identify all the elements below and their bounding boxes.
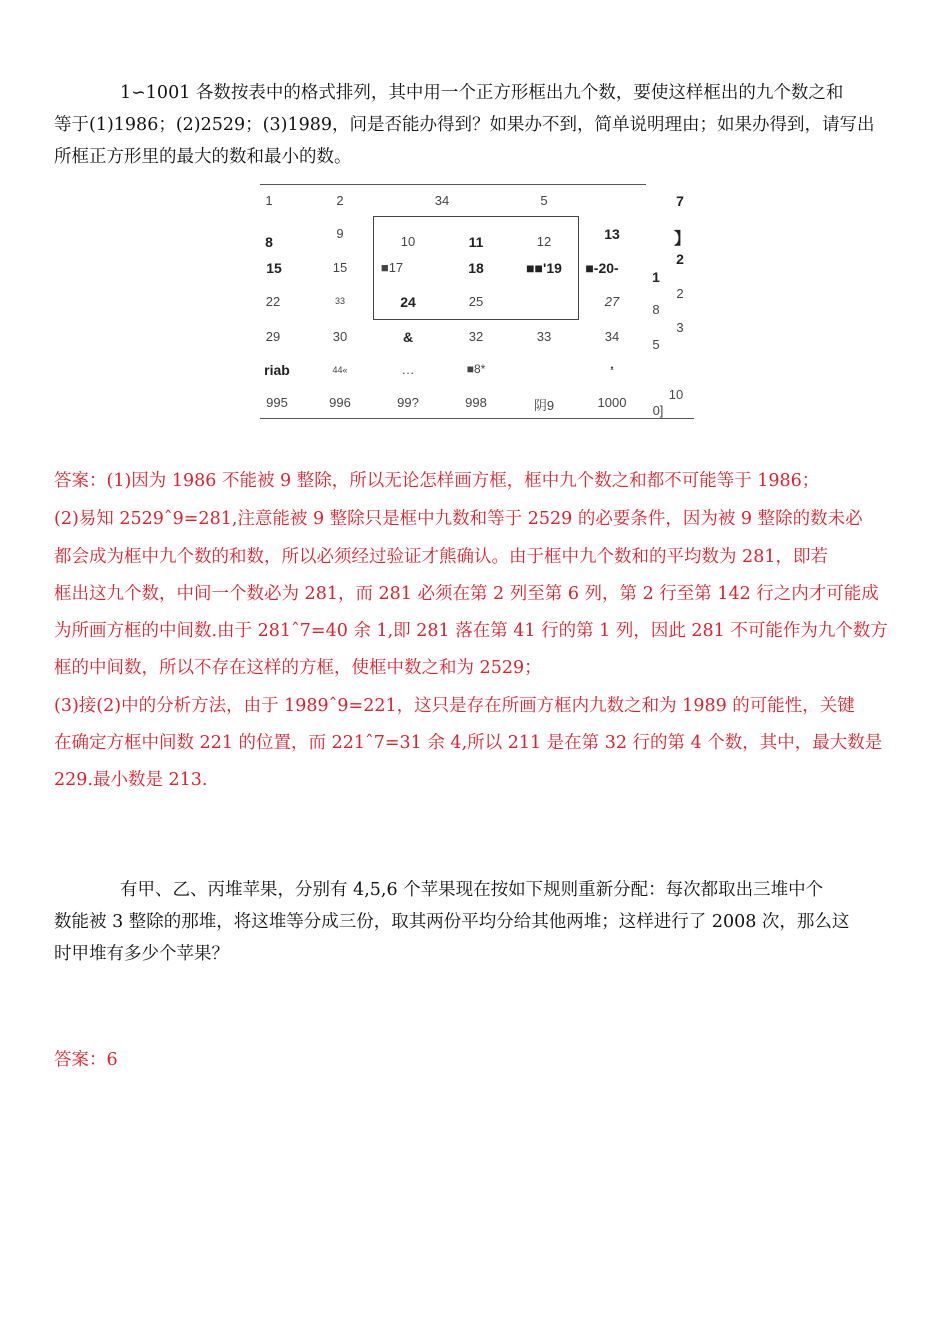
table-cell: 18 [468,260,484,276]
table-cell: 24 [400,294,416,310]
table-cell: ■17 [380,260,404,275]
table-cell: 998 [465,395,487,410]
table-cell: 15 [266,260,282,276]
table-cell: 15 [332,260,348,275]
table-cell: ■-20- [585,260,619,276]
table-cell: 30 [332,329,348,344]
table-cell: 13 [604,226,620,242]
problem-1-line-1: 1∽1001 各数按表中的格式排列，其中用一个正方形框出九个数，要使这样框出的九个数之和 [120,83,844,103]
table-top-rule [260,184,646,185]
answer-1-line: 框出这九个数，中间一个数必为 281，而 281 必须在第 2 列至第 6 列，第 2 行至第 142 行之内才可能成 [54,584,879,604]
table-cell: 996 [329,395,351,410]
table-cell: … [401,362,415,377]
answer-1-line: 答案：(1)因为 1986 不能被 9 整除，所以无论怎样画方框，框中九个数之和都不可能等于 1986； [54,471,820,491]
table-cell: riab [264,362,290,378]
problem-2-line-1: 有甲、乙、丙堆苹果，分别有 4,5,6 个苹果现在按如下规则重新分配：每次都取出三堆中个 [120,880,824,900]
table-cell: 22 [265,294,281,309]
table-cell: 32 [468,329,484,344]
table-cell: 99? [397,395,419,410]
table-cell: 29 [265,329,281,344]
table-cell: 5 [540,193,548,208]
answer-2: 答案：6 [54,1050,118,1070]
answer-1-line: 在确定方框中间数 221 的位置，而 221ˆ7=31 余 4,所以 211 是在第 32 行的第 4 个数，其中，最大数是 [54,733,883,753]
table-cell: 12 [536,234,552,249]
table-cell: 阴9 [533,398,555,413]
table-cell: & [402,329,414,345]
answer-1-line: (3)接(2)中的分析方法，由于 1989ˆ9=221，这只是存在所画方框内九数之和为 1989 的可能性，关键 [54,696,855,716]
table-cell: 1 [265,193,273,208]
table-cell: 25 [468,294,484,309]
table-bottom-rule [260,418,694,419]
table-cell: 5 [652,337,660,352]
table-cell: 2 [336,193,344,208]
table-cell: 44« [332,365,348,375]
answer-1-line: 为所画方框的中间数.由于 281ˆ7=40 余 1,即 281 落在第 41 行的第 1 列，因此 281 不可能作为九个数方 [54,621,888,641]
table-cell: 11 [468,234,484,250]
table-cell: 7 [676,193,684,209]
table-cell: 8 [265,234,273,250]
table-cell: 1 [652,269,660,285]
answer-1-line: (2)易知 2529ˆ9=281,注意能被 9 整除只是框中九数和等于 2529 的必要条件，因为被 9 整除的数未必 [54,509,863,529]
answer-1-line: 229.最小数是 213. [54,770,208,790]
table-cell: 2 [676,286,684,301]
problem-1-line-3: 所框正方形里的最大的数和最小的数。 [54,147,352,167]
table-cell: 9 [336,226,344,241]
table-cell: 10 [400,234,416,249]
number-table [255,182,700,422]
problem-2-line-2: 数能被 3 整除的那堆，将这堆等分成三份，取其两份平均分给其他两堆；这样进行了 2008 次，那么这 [54,912,850,932]
table-cell: 8 [652,302,660,317]
table-cell: 34 [604,329,620,344]
problem-1-line-2: 等于(1)1986；(2)2529；(3)1989，问是否能办得到？如果办不到，简单说明理由；如果办得到，请写出 [54,115,875,135]
table-cell: 27 [604,294,620,309]
problem-2-line-3: 时甲堆有多少个苹果？ [54,944,229,964]
table-cell: ■■'19 [526,260,562,276]
table-cell: 33 [334,296,346,306]
answer-1-line: 都会成为框中九个数的和数，所以必须经过验证才熊确认。由于框中九个数和的平均数为 281，即若 [54,547,828,567]
table-cell: 2 [676,251,684,267]
answer-1-line: 框的中间数，所以不存在这样的方框，使框中数之和为 2529； [54,658,542,678]
table-cell: 33 [536,329,552,344]
table-cell: ■8* [466,362,486,376]
table-cell: 995 [266,395,288,410]
table-cell: 】 [673,231,691,248]
table-cell: 1000 [597,395,627,410]
table-cell: 3 [676,320,684,335]
table-cell: 0] [652,403,664,418]
table-cell: 34 [434,193,450,208]
table-cell: 10 [668,387,684,402]
table-cell: ᵜ [610,364,614,374]
